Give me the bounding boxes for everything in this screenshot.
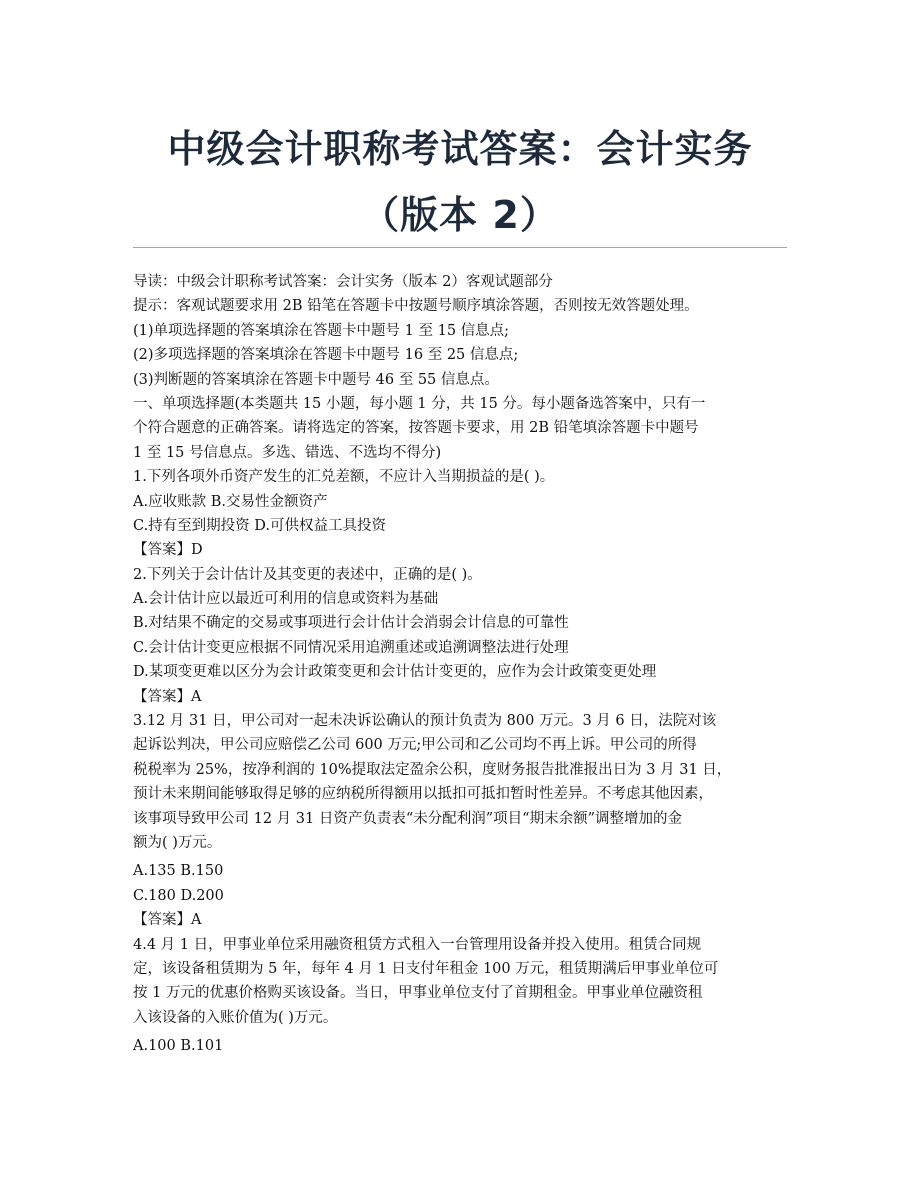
document-title-line-1: 中级会计职称考试答案：会计实务 [167, 127, 753, 171]
section-heading: 1 至 15 号信息点。多选、错选、不选均不得分) [133, 444, 442, 461]
question-option: A.100 B.101 [133, 1038, 224, 1055]
hint-item: (1)单项选择题的答案填涂在答题卡中题号 1 至 15 信息点; [133, 322, 510, 339]
question-text: 2.下列关于会计估计及其变更的表述中，正确的是( )。 [133, 566, 482, 583]
question-option: A.会计估计应以最近可利用的信息或资料为基础 [133, 591, 439, 608]
question-text: 税税率为 25%，按净利润的 10%提取法定盈余公积，度财务报告批准报出日为 3 月 31 日， [133, 761, 732, 778]
question-text: 1.下列各项外币资产发生的汇兑差额，不应计入当期损益的是( )。 [133, 469, 555, 486]
question-option: C.会计估计变更应根据不同情况采用追溯重述或追溯调整法进行处理 [133, 639, 569, 656]
question-text: 入该设备的入账价值为( )万元。 [133, 1009, 338, 1026]
question-text: 按 1 万元的优惠价格购买该设备。当日，甲事业单位支付了首期租金。甲事业单位融资租 [133, 985, 703, 1002]
document-body [133, 270, 803, 1059]
question-text: 3.12 月 31 日，甲公司对一起未决诉讼确认的预计负责为 800 万元。3 月 6 日，法院对该 [133, 713, 717, 730]
question-option: C.持有至到期投资 D.可供权益工具投资 [133, 517, 387, 534]
question-option: A.135 B.150 [133, 863, 224, 880]
hint-item: (3)判断题的答案填涂在答题卡中题号 46 至 55 信息点。 [133, 371, 499, 388]
question-option: D.某项变更难以区分为会计政策变更和会计估计变更的，应作为会计政策变更处理 [133, 664, 657, 681]
intro-line: 导读：中级会计职称考试答案：会计实务（版本 2）客观试题部分 [133, 274, 553, 290]
question-text: 该事项导致甲公司 12 月 31 日资产负责表“未分配利润”项目“期末余额”调整增加的金 [133, 810, 682, 827]
document-title-line-2: （版本 2） [361, 193, 559, 237]
question-text: 预计未来期间能够取得足够的应纳税所得额用以抵扣可抵扣暂时性差异。不考虑其他因素， [133, 786, 713, 803]
question-option: A.应收账款 B.交易性金额资产 [133, 493, 328, 510]
answer-line: 【答案】D [133, 542, 203, 559]
question-option: B.对结果不确定的交易或事项进行会计估计会消弱会计信息的可靠性 [133, 615, 569, 632]
answer-line: 【答案】A [133, 688, 202, 705]
question-text: 起诉讼判决，甲公司应赔偿乙公司 600 万元;甲公司和乙公司均不再上诉。甲公司的所得 [133, 737, 697, 754]
question-text: 4.4 月 1 日，甲事业单位采用融资租赁方式租入一台管理用设备并投入使用。租赁合同规 [133, 936, 702, 953]
answer-line: 【答案】A [133, 912, 202, 929]
hint-line: 提示：客观试题要求用 2B 铅笔在答题卡中按题号顺序填涂答题，否则按无效答题处理。 [133, 298, 699, 315]
section-heading: 个符合题意的正确答案。请将选定的答案，按答题卡要求，用 2B 铅笔填涂答题卡中题号 [133, 420, 699, 437]
hint-item: (2)多项选择题的答案填涂在答题卡中题号 16 至 25 信息点; [133, 347, 519, 364]
title-divider [133, 247, 787, 248]
question-option: C.180 D.200 [133, 887, 224, 904]
question-text: 定，该设备租赁期为 5 年，每年 4 月 1 日支付年租金 100 万元，租赁期满后甲事业单位可 [133, 960, 719, 977]
section-heading: 一、单项选择题(本类题共 15 小题，每小题 1 分，共 15 分。每小题备选答案中，只有一 [133, 395, 706, 412]
question-text: 额为( )万元。 [133, 834, 222, 851]
